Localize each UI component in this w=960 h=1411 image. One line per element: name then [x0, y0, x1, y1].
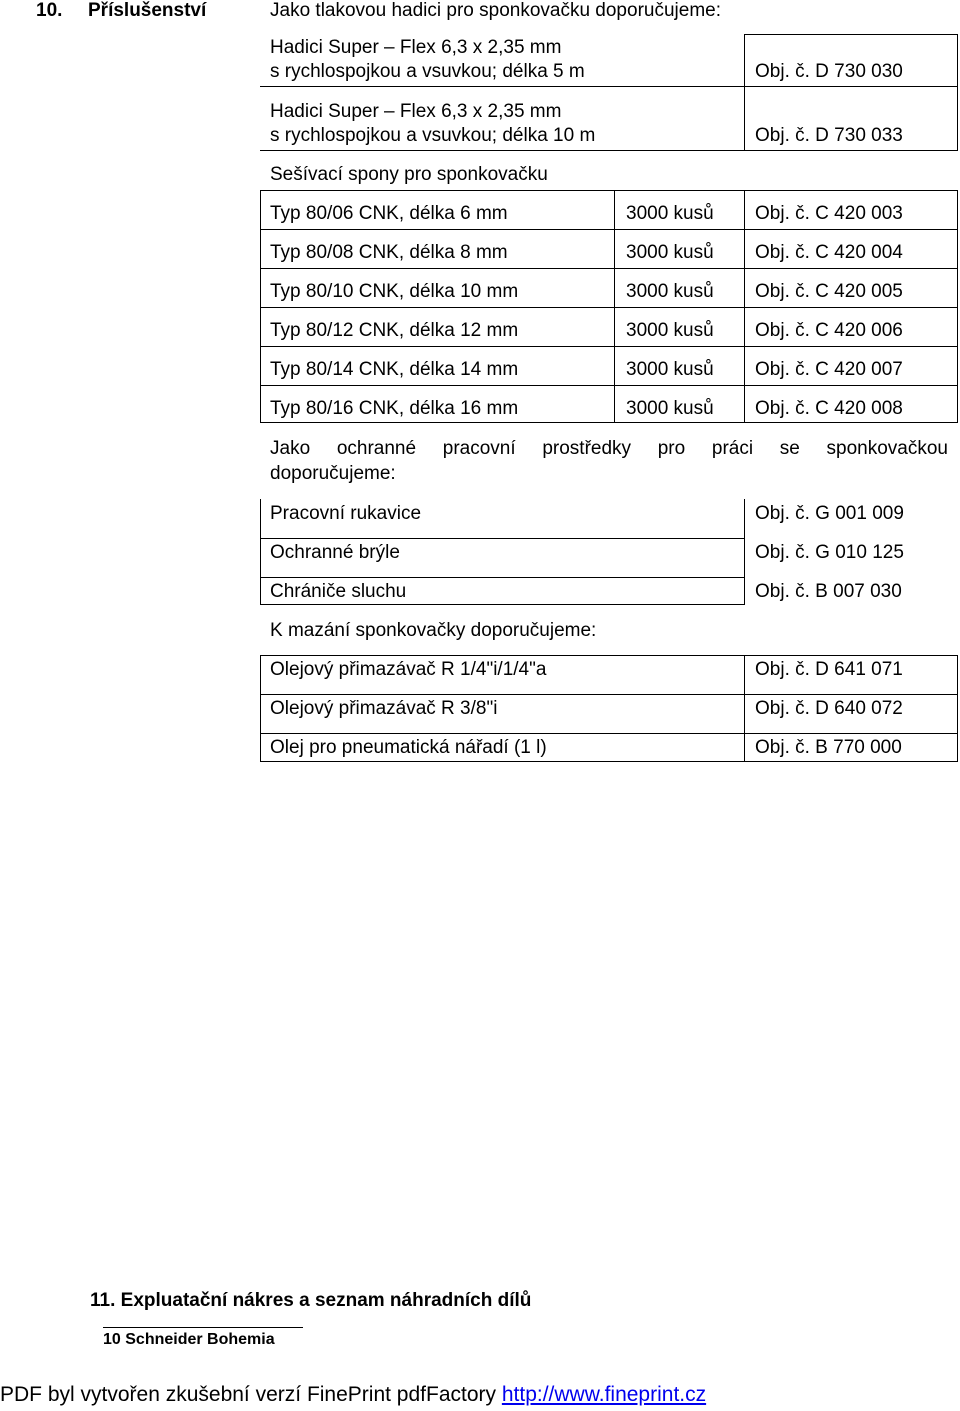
- hose-name-line2: s rychlospojkou a vsuvkou; délka 5 m: [270, 61, 585, 82]
- table-border: [260, 385, 958, 386]
- order-code: Obj. č. C 420 003: [755, 203, 903, 224]
- table-border: [260, 268, 958, 269]
- staple-qty: 3000 kusů: [626, 242, 714, 263]
- table-border: [744, 34, 958, 35]
- order-code: Obj. č. B 007 030: [755, 581, 902, 602]
- table-border: [260, 694, 958, 695]
- table-border: [260, 150, 958, 151]
- staple-type: Typ 80/16 CNK, délka 16 mm: [270, 398, 519, 419]
- table-border: [260, 733, 958, 734]
- order-code: Obj. č. C 420 004: [755, 242, 903, 263]
- table-border: [744, 34, 745, 151]
- table-border: [260, 229, 958, 230]
- section-intro: Jako tlakovou hadici pro sponkovačku doporučujeme:: [270, 0, 721, 21]
- table-border: [260, 538, 745, 539]
- table-border: [260, 577, 745, 578]
- hose-name-line2: s rychlospojkou a vsuvkou; délka 10 m: [270, 125, 596, 146]
- section-11-heading: 11. Expluatační nákres a seznam náhradních dílů: [90, 1290, 532, 1311]
- order-code: Obj. č. C 420 005: [755, 281, 903, 302]
- hose-name-line1: Hadici Super – Flex 6,3 x 2,35 mm: [270, 37, 562, 58]
- table-border: [260, 604, 745, 605]
- table-border: [957, 34, 958, 151]
- table-border: [260, 346, 958, 347]
- staple-type: Typ 80/12 CNK, délka 12 mm: [270, 320, 519, 341]
- lube-item: Olej pro pneumatická nářadí (1 l): [270, 737, 547, 758]
- section-number: 10.: [36, 0, 63, 21]
- table-border: [260, 422, 958, 423]
- order-code: Obj. č. G 010 125: [755, 542, 904, 563]
- protection-intro: Jako ochranné pracovní prostředky pro práci se sponkovačkou: [270, 438, 948, 459]
- table-border: [957, 655, 958, 762]
- fineprint-link[interactable]: http://www.fineprint.cz: [501, 1383, 707, 1406]
- order-code: Obj. č. C 420 007: [755, 359, 903, 380]
- staple-type: Typ 80/06 CNK, délka 6 mm: [270, 203, 508, 224]
- staple-qty: 3000 kusů: [626, 281, 714, 302]
- order-code: Obj. č. G 001 009: [755, 503, 904, 524]
- order-code: Obj. č. C 420 008: [755, 398, 903, 419]
- staple-qty: 3000 kusů: [626, 359, 714, 380]
- table-border: [260, 761, 958, 762]
- table-border: [260, 655, 958, 656]
- lube-item: Olejový přimazávač R 3/8"i: [270, 698, 498, 719]
- table-border: [260, 86, 958, 87]
- pdf-note-text: PDF byl vytvořen zkušební verzí FinePrint pdfFactory: [0, 1383, 497, 1406]
- hose-name-line1: Hadici Super – Flex 6,3 x 2,35 mm: [270, 101, 562, 122]
- footer-company: 10 Schneider Bohemia: [103, 1331, 275, 1348]
- order-code: Obj. č. D 730 030: [755, 61, 903, 82]
- order-code: Obj. č. D 730 033: [755, 125, 903, 146]
- table-border: [744, 655, 745, 762]
- lube-item: Olejový přimazávač R 1/4"i/1/4"a: [270, 659, 547, 680]
- order-code: Obj. č. C 420 006: [755, 320, 903, 341]
- staple-type: Typ 80/10 CNK, délka 10 mm: [270, 281, 519, 302]
- protection-item: Pracovní rukavice: [270, 503, 422, 524]
- order-code: Obj. č. D 641 071: [755, 659, 903, 680]
- footer-rule: [103, 1327, 303, 1328]
- staple-type: Typ 80/08 CNK, délka 8 mm: [270, 242, 508, 263]
- staple-qty: 3000 kusů: [626, 203, 714, 224]
- protection-item: Ochranné brýle: [270, 542, 400, 563]
- table-border: [260, 190, 958, 191]
- staple-type: Typ 80/14 CNK, délka 14 mm: [270, 359, 519, 380]
- table-border: [744, 499, 745, 605]
- section-title: Příslušenství: [88, 0, 207, 21]
- protection-item: Chrániče sluchu: [270, 581, 407, 602]
- table-border: [260, 655, 261, 762]
- lube-heading: K mazání sponkovačky doporučujeme:: [270, 620, 597, 641]
- staple-qty: 3000 kusů: [626, 320, 714, 341]
- order-code: Obj. č. D 640 072: [755, 698, 903, 719]
- table-border: [260, 499, 261, 605]
- staples-heading: Sešívací spony pro sponkovačku: [270, 164, 548, 185]
- table-border: [260, 307, 958, 308]
- order-code: Obj. č. B 770 000: [755, 737, 902, 758]
- protection-intro-continued: doporučujeme:: [270, 463, 396, 484]
- pdf-note: [0, 1383, 706, 1407]
- staple-qty: 3000 kusů: [626, 398, 714, 419]
